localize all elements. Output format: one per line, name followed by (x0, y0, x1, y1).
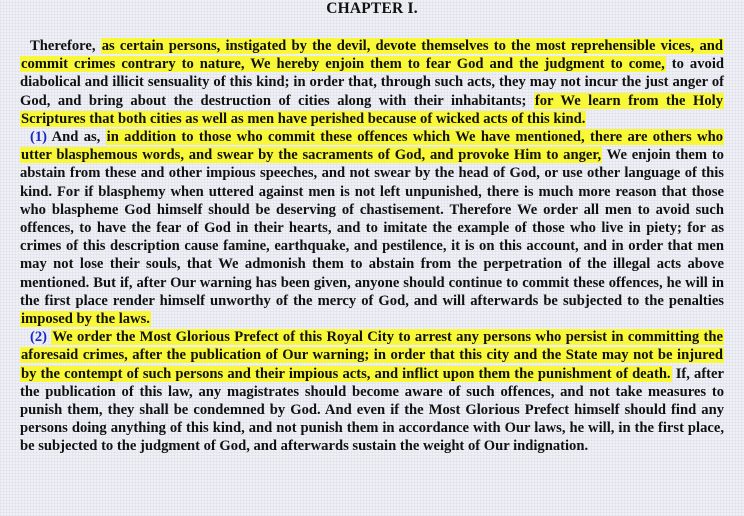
document-page (20, 0, 724, 456)
highlighted-text-segment: in addition to those who commit these offences which We have mentioned, there are others who utter blasphemous words, and swear by the sacraments of God, and provoke Him to anger, (21, 129, 724, 164)
paragraph-text-segment: Therefore, (30, 38, 101, 54)
paragraph-intro (20, 37, 724, 128)
paragraph-number: (2) (30, 329, 48, 346)
highlighted-text-segment: We order the Most Glorious Prefect of this Royal City to arrest any persons who persist in committing the aforesaid crimes, after the publication of Our warning; in order that this city and the State may not be injured by the contempt of such persons and their impious acts, and inflict upon them the punishment of death. (21, 329, 723, 382)
highlighted-text-segment: as certain persons, instigated by the devil, devote themselves to the most reprehensible vices, and commit crimes contrary to nature, We hereby enjoin them to fear God and the judgment to come, (21, 38, 723, 73)
paragraph-text-segment: If, after the publication of this law, any magistrates should become aware of such offences, and not take measures to punish them, they shall be condemned by God. And even if the Most Glorious Prefect himself should find any persons doing anything of this kind, and not punish them in accordance with Our laws, he will, in the first place, be subjected to the judgment of God, and afterwards sustain the weight of Our indignation. (20, 365, 724, 455)
paragraph-text-segment: We enjoin them to abstain from these and other impious speeches, and not swear by the head of God, or use other language of this kind. For if blasphemy when uttered against men is not left unpunished, there is much more reason that those who blaspheme God himself should be deserving of chastisement. Therefore We order all men to avoid such offences, to have the fear of God in their hearts, and to imitate the example of those who live in piety; for as crimes of this description cause famine, earthquake, and pestilence, it is on this account, and in order that men may not lose their souls, that We admonish them to abstain from the perpetration of the illegal acts above mentioned. But if, after Our warning has been given, anyone should continue to commit these offences, he will in the first place render himself unworthy of the mercy of God, and will afterwards be subjected to the penalties (20, 147, 724, 309)
paragraph-number: (1) (30, 129, 48, 146)
highlighted-text-segment: for We learn from the Holy Scriptures that both cities as well as men have perished because of wicked acts of this kind. (21, 92, 723, 127)
paragraph-text-segment: to avoid diabolical and illicit sensuality of this kind; in order that, through such acts, they may not incur the just anger of God, and bring about the destruction of cities along with their inhabitants; (20, 56, 724, 109)
paragraph-text-segment: And as, (51, 129, 106, 146)
paragraph-2 (20, 328, 724, 455)
chapter-title: CHAPTER I. (326, 0, 418, 17)
highlighted-text-segment: imposed by the laws. (21, 311, 150, 328)
paragraph-1 (20, 128, 724, 328)
